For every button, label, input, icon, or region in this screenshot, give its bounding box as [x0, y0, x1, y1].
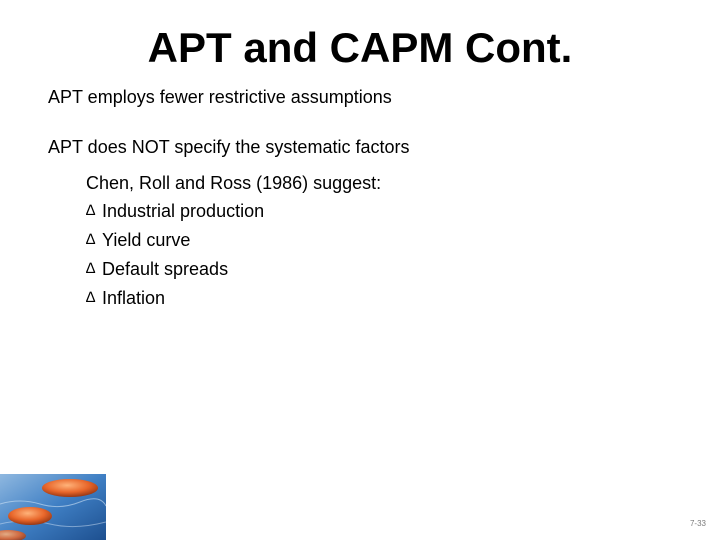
factor-item	[86, 229, 264, 258]
delta-icon: ∆	[86, 202, 96, 219]
bullet-fewer-assumptions: APT employs fewer restrictive assumptions	[48, 87, 392, 107]
factor-label: Default spreads	[102, 259, 229, 279]
sub-intro-text: Chen, Roll and Ross (1986) suggest:	[86, 173, 382, 193]
delta-icon: ∆	[86, 260, 96, 277]
delta-icon: ∆	[86, 289, 96, 306]
factor-item	[86, 287, 264, 316]
factor-item	[86, 258, 264, 287]
slide-title: APT and CAPM Cont.	[147, 24, 573, 71]
factor-item	[86, 200, 264, 229]
factor-label: Yield curve	[102, 230, 191, 250]
delta-icon: ∆	[86, 231, 96, 248]
bullet-no-systematic-factors: APT does NOT specify the systematic factors	[48, 137, 410, 157]
page-number: 7-33	[689, 519, 706, 528]
factor-label: Industrial production	[102, 201, 265, 221]
factor-label: Inflation	[102, 288, 166, 308]
water-stones-image	[0, 474, 106, 540]
stone-top	[42, 479, 98, 497]
factor-list	[86, 200, 264, 316]
stone-middle	[8, 507, 52, 525]
